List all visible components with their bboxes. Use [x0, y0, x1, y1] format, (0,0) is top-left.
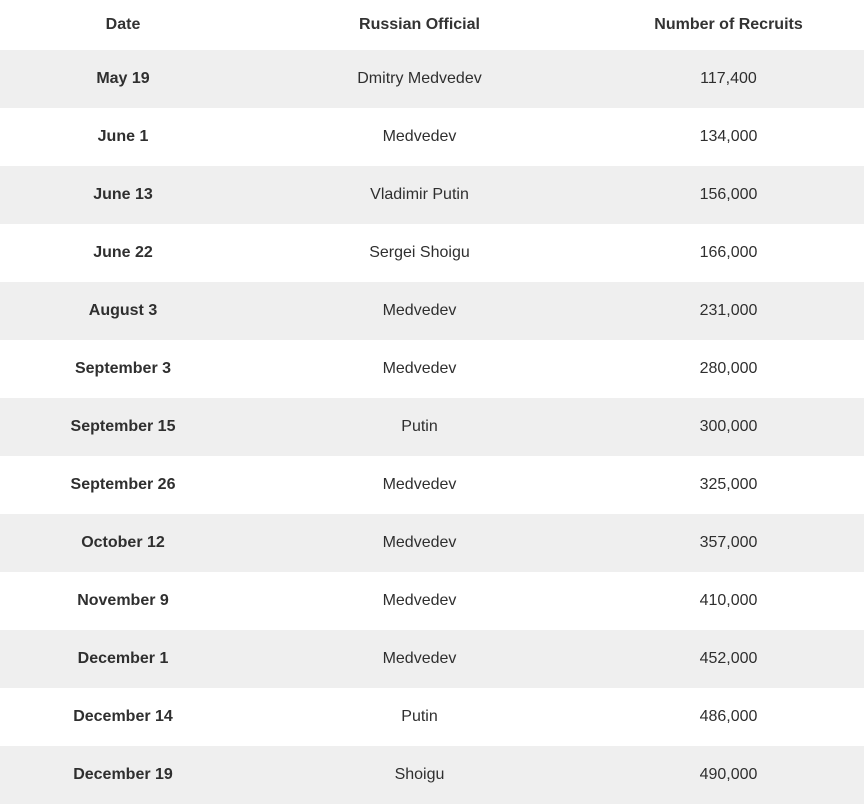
official-cell: Sergei Shoigu — [369, 244, 470, 261]
table-row — [0, 398, 864, 456]
recruits-cell: 231,000 — [699, 302, 758, 319]
table-row — [0, 50, 864, 108]
recruits-cell: 117,400 — [700, 70, 757, 87]
date-cell: September 15 — [70, 418, 176, 435]
date-cell: September 3 — [74, 360, 172, 377]
table-row — [0, 688, 864, 746]
column-header-date: Date — [105, 16, 141, 33]
official-cell: Putin — [401, 708, 438, 725]
recruits-cell: 490,000 — [699, 766, 758, 783]
official-cell: Vladimir Putin — [370, 186, 469, 203]
official-cell: Medvedev — [382, 534, 457, 551]
date-cell: August 3 — [88, 302, 158, 319]
date-cell: September 26 — [70, 476, 176, 493]
recruits-cell: 300,000 — [699, 418, 758, 435]
official-cell: Medvedev — [382, 128, 457, 145]
column-header-official: Russian Official — [359, 16, 480, 33]
recruits-cell: 166,000 — [699, 244, 758, 261]
table-row — [0, 166, 864, 224]
table-row — [0, 108, 864, 166]
column-header-recruits: Number of Recruits — [654, 16, 803, 33]
official-cell: Medvedev — [382, 476, 457, 493]
table-header-row — [0, 0, 864, 50]
official-cell: Medvedev — [382, 592, 457, 609]
official-cell: Dmitry Medvedev — [357, 70, 482, 87]
date-cell: December 1 — [77, 650, 169, 667]
recruits-cell: 410,000 — [699, 592, 758, 609]
date-cell: May 19 — [96, 70, 150, 87]
recruits-cell: 357,000 — [699, 534, 758, 551]
table-row — [0, 630, 864, 688]
table-row — [0, 746, 864, 804]
table-row — [0, 282, 864, 340]
official-cell: Putin — [401, 418, 438, 435]
table-row — [0, 340, 864, 398]
date-cell: December 19 — [73, 766, 173, 783]
date-cell: October 12 — [81, 534, 165, 551]
table-row — [0, 224, 864, 282]
official-cell: Medvedev — [382, 302, 457, 319]
recruits-cell: 280,000 — [699, 360, 758, 377]
date-cell: December 14 — [73, 708, 173, 725]
recruits-cell: 134,000 — [699, 128, 758, 145]
date-cell: June 22 — [93, 244, 153, 261]
official-cell: Shoigu — [394, 766, 445, 783]
date-cell: June 13 — [93, 186, 153, 203]
recruits-cell: 486,000 — [699, 708, 758, 725]
table-row — [0, 572, 864, 630]
date-cell: June 1 — [97, 128, 149, 145]
table-row — [0, 514, 864, 572]
recruits-cell: 325,000 — [699, 476, 758, 493]
official-cell: Medvedev — [382, 650, 457, 667]
table-row — [0, 456, 864, 514]
recruits-cell: 452,000 — [699, 650, 758, 667]
date-cell: November 9 — [77, 592, 169, 609]
recruits-cell: 156,000 — [699, 186, 758, 203]
official-cell: Medvedev — [382, 360, 457, 377]
